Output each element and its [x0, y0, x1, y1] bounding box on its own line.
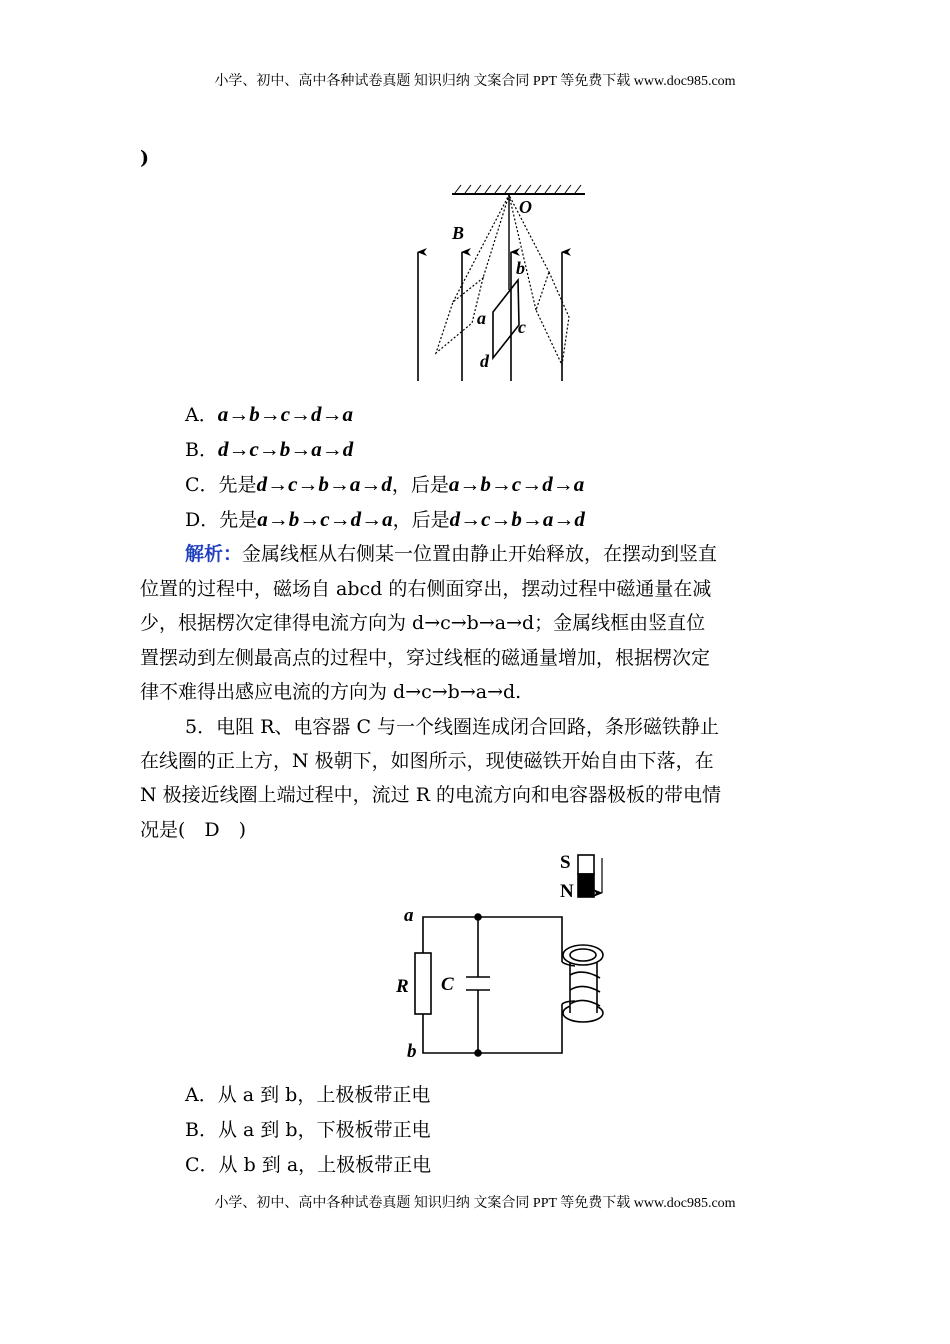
magnetic-field-lines — [418, 252, 562, 381]
option-C: C．先是d→c→b→a→d，后是a→b→c→d→a — [185, 472, 585, 496]
pendulum-figure — [418, 185, 585, 381]
label-c: c — [518, 317, 526, 337]
q5-line-1: 5．电阻 R、电容器 C 与一个线圈连成闭合回路，条形磁铁静止 — [185, 716, 720, 738]
label-O: O — [519, 197, 532, 217]
page-footer: 小学、初中、高中各种试卷真题 知识归纳 文案合同 PPT 等免费下载 www.doc985.com — [214, 1196, 736, 1211]
label-d: d — [480, 351, 489, 371]
q5-option-A: A．从 a 到 b，上极板带正电 — [185, 1084, 431, 1106]
magnet-S: S — [560, 852, 571, 873]
q5-option-C: C．从 b 到 a，上极板带正电 — [185, 1154, 432, 1176]
q5-line-4: 况是( D ) — [140, 819, 247, 841]
label-b: b — [516, 258, 525, 278]
magnet-N: N — [560, 881, 574, 902]
option-D: D．先是a→b→c→d→a，后是d→c→b→a→d — [185, 507, 585, 531]
q5-line-3: N 极接近线圈上端过程中，流过 R 的电流方向和电容器极板的带电情 — [140, 784, 722, 806]
label-C: C — [441, 974, 454, 995]
circuit-figure — [415, 855, 603, 1056]
analysis-line-2: 位置的过程中，磁场自 abcd 的右侧面穿出，摆动过程中磁通量在减 — [140, 578, 712, 600]
label-B: B — [452, 223, 465, 243]
page-header: 小学、初中、高中各种试卷真题 知识归纳 文案合同 PPT 等免费下载 www.doc985.com — [214, 74, 736, 89]
q5-option-B: B．从 a 到 b，下极板带正电 — [185, 1119, 431, 1141]
label-b2: b — [407, 1041, 417, 1062]
label-a2: a — [404, 905, 414, 926]
label-R: R — [396, 976, 409, 997]
prev-question-stub: ) — [140, 147, 149, 169]
option-A: A．a→b→c→d→a — [185, 402, 354, 426]
label-a: a — [477, 308, 486, 328]
option-B: B．d→c→b→a→d — [185, 437, 354, 461]
analysis-line-5: 律不难得出感应电流的方向为 d→c→b→a→d. — [140, 681, 522, 703]
q5-line-2: 在线圈的正上方，N 极朝下，如图所示，现使磁铁开始自由下落，在 — [140, 750, 714, 772]
wire-frame — [493, 280, 519, 358]
analysis-line-4: 置摆动到左侧最高点的过程中，穿过线框的磁通量增加，根据楞次定 — [140, 647, 711, 669]
analysis-line-1: 解析：金属线框从右侧某一位置由静止开始释放，在摆动到竖直 — [185, 543, 718, 565]
analysis-line-3: 少，根据楞次定律得电流方向为 d→c→b→a→d；金属线框由竖直位 — [140, 612, 706, 634]
